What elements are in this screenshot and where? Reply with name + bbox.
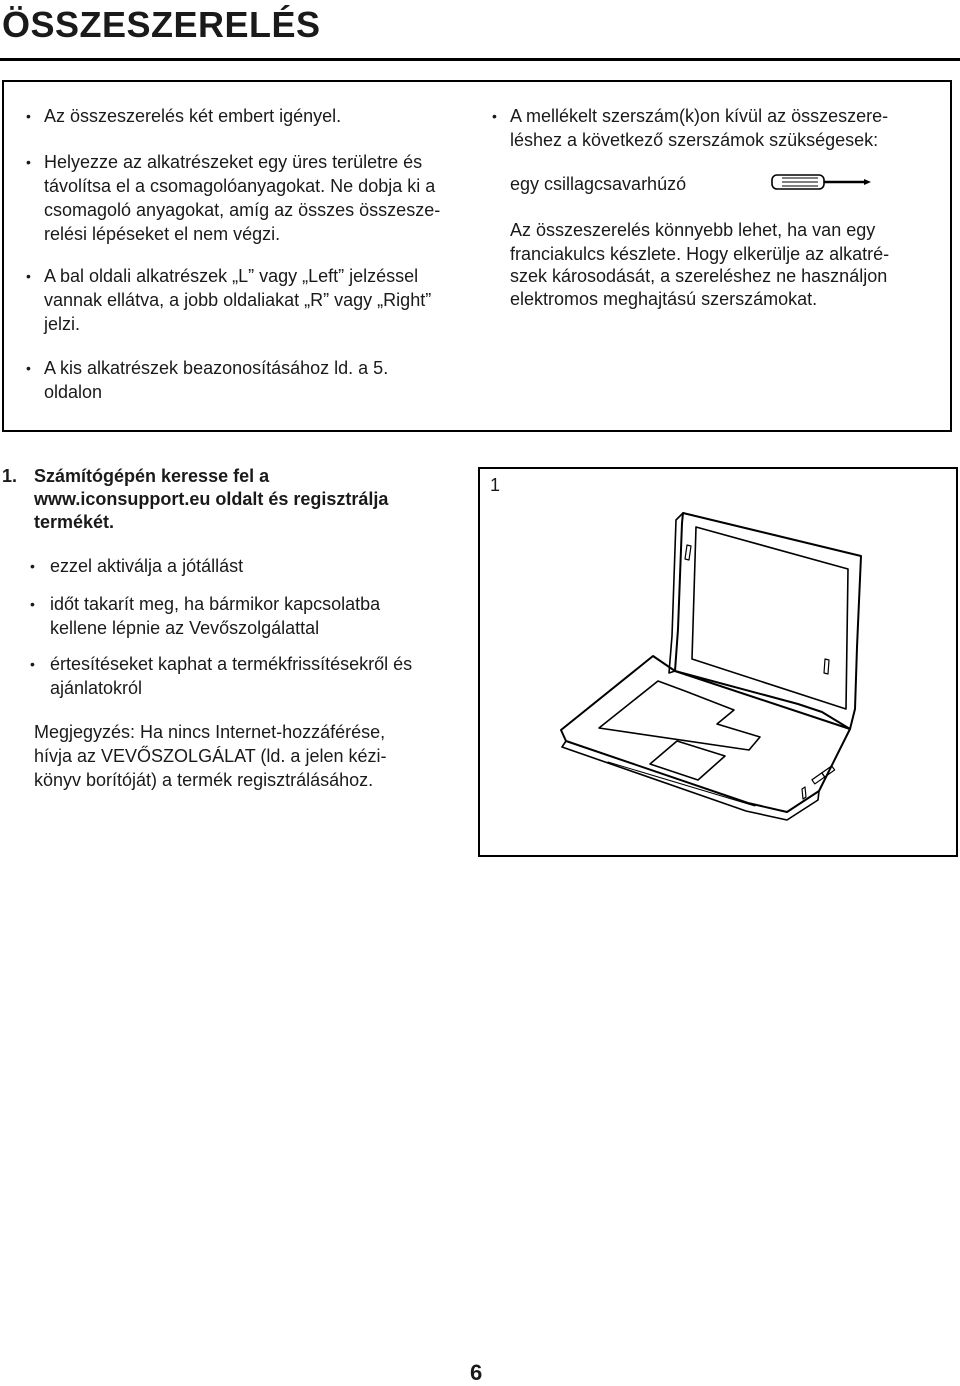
screwdriver-icon [770,172,874,194]
notes-bullet-3-line-3: jelzi. [44,314,81,334]
bullet-marker: • [30,596,35,612]
laptop-icon [550,499,950,829]
bullet-marker: • [26,360,31,376]
tools-bullet-line-2: léshez a következő szerszámok szükségesek: [510,130,879,150]
notes-bullet-1-line-1: Az összeszerelés két embert igényel. [44,106,342,126]
notes-bullet-2-line-3: csomagoló anyagokat, amíg az összes összesze- [44,200,441,220]
step-heading-line-1: Számítógépén keresse fel a [34,466,270,486]
title-rule [0,58,960,61]
tools-paragraph-line-1: Az összeszerelés könnyebb lehet, ha van egy [510,220,876,240]
bullet-marker: • [26,154,31,170]
tools-paragraph-line-2: franciakulcs készlete. Hogy elkerülje az alkatré- [510,244,890,264]
figure-number: 1 [490,475,501,495]
notes-bullet-2-line-2: távolítsa el a csomagolóanyagokat. Ne dobja ki a [44,176,436,196]
notes-bullet-4-line-1: A kis alkatrészek beazonosításához ld. a 5. [44,358,389,378]
bullet-marker: • [26,268,31,284]
note-line-2: hívja az VEVŐSZOLGÁLAT (ld. a jelen kézi- [34,746,387,766]
step-heading-line-3: termékét. [34,512,115,532]
step-bullet-2-line-2: kellene lépnie az Vevőszolgálattal [50,618,320,638]
bullet-marker: • [30,558,35,574]
step-bullet-1-line-1: ezzel aktiválja a jótállást [50,556,244,576]
notes-bullet-2-line-4: relési lépéseket el nem végzi. [44,224,281,244]
step-heading-line-2: www.iconsupport.eu oldalt és regisztrálja [34,489,389,509]
tools-paragraph-line-4: elektromos meghajtású szerszámokat. [510,289,818,309]
step-bullet-3-line-1: értesítéseket kaphat a termékfrissítésekről és [50,654,413,674]
figure-1 [478,467,958,857]
step-number: 1. [2,466,18,486]
tools-paragraph-line-3: szek károsodását, a szereléshez ne használjon [510,266,888,286]
notes-bullet-4-line-2: oldalon [44,382,103,402]
bullet-marker: • [492,108,497,124]
tool-label: egy csillagcsavarhúzó [510,174,687,194]
note-line-3: könyv borítóját) a termék regisztrálásához. [34,770,374,790]
note-line-1: Megjegyzés: Ha nincs Internet-hozzáférése, [34,722,386,742]
notes-bullet-2-line-1: Helyezze az alkatrészeket egy üres területre és [44,152,423,172]
step-bullet-3-line-2: ajánlatokról [50,678,143,698]
page-title: ÖSSZESZERELÉS [2,4,321,45]
page-number: 6 [470,1360,483,1385]
bullet-marker: • [26,108,31,124]
notes-bullet-3-line-2: vannak ellátva, a jobb oldaliakat „R” vagy „Right” [44,290,432,310]
step-bullet-2-line-1: időt takarít meg, ha bármikor kapcsolatba [50,594,381,614]
bullet-marker: • [30,656,35,672]
tools-bullet-line-1: A mellékelt szerszám(k)on kívül az összeszere- [510,106,889,126]
notes-bullet-3-line-1: A bal oldali alkatrészek „L” vagy „Left” jelzéssel [44,266,419,286]
